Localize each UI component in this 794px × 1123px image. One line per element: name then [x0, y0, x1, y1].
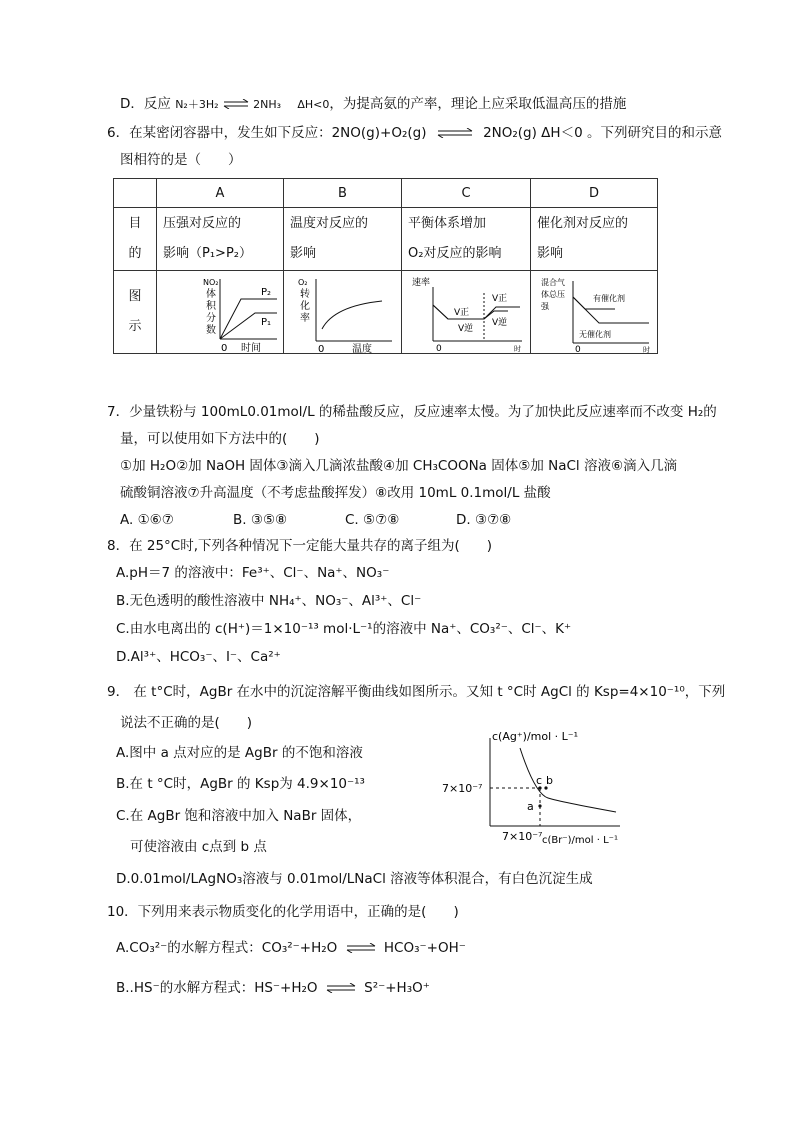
- q7-option-d: D. ③⑦⑧: [456, 512, 512, 528]
- q10-option-b: [116, 979, 430, 997]
- svg-text:0: 0: [575, 345, 581, 353]
- equilibrium-arrow-icon: [346, 943, 376, 953]
- svg-text:分: 分: [206, 313, 216, 324]
- equilibrium-arrow-icon: [223, 99, 249, 109]
- q7-line2: 量，可以使用如下方法中的( ): [120, 431, 320, 447]
- svg-text:体总压: 体总压: [541, 290, 565, 299]
- q10a-left: A.CO₃²⁻的水解方程式：CO₃²⁻+H₂O: [116, 940, 338, 956]
- curve-solubility: [520, 748, 616, 812]
- svg-text:V逆: V逆: [458, 324, 474, 334]
- svg-text:0: 0: [318, 344, 325, 353]
- q10-stem: 10．下列用来表示物质变化的化学用语中，正确的是( ): [107, 904, 459, 920]
- q8-option-b: B.无色透明的酸性溶液中 NH₄⁺、NO₃⁻、Al³⁺、Cl⁻: [116, 593, 422, 609]
- q9-line2: 说法不正确的是( ): [120, 715, 253, 731]
- svg-text:c: c: [536, 774, 543, 787]
- curve-conversion: [322, 301, 382, 329]
- q8-option-c: C.由水电离出的 c(H⁺)＝1×10⁻¹³ mol·L⁻¹的溶液中 Na⁺、CO₃²⁻、Cl⁻、K⁺: [116, 621, 572, 637]
- svg-text:a: a: [527, 800, 534, 813]
- q10a-right: HCO₃⁻+OH⁻: [383, 940, 466, 956]
- svg-text:0: 0: [436, 344, 442, 353]
- q9-option-a: A.图中 a 点对应的是 AgBr 的不饱和溶液: [116, 745, 363, 761]
- svg-text:V逆: V逆: [492, 318, 508, 328]
- q6-table: [113, 178, 658, 354]
- q6-stem-a: 6．在某密闭容器中，发生如下反应：2NO(g)+O₂(g): [107, 125, 427, 141]
- q9-option-d: D.0.01mol/LAgNO₃溶液与 0.01mol/LNaCl 溶液等体积混合，有白色沉淀生成: [116, 871, 593, 887]
- q6-graph-d-cell: [531, 271, 658, 354]
- q9-option-b: B.在 t °C时，AgBr 的 Ksp为 4.9×10⁻¹³: [116, 776, 365, 792]
- q9-option-c1: C.在 AgBr 饱和溶液中加入 NaBr 固体，: [116, 808, 362, 824]
- svg-text:强: 强: [541, 302, 549, 311]
- svg-text:时: 时: [643, 346, 650, 353]
- q5d-eq-left: N₂＋3H₂: [175, 98, 219, 111]
- svg-text:V正: V正: [492, 294, 508, 304]
- svg-text:时间: 时间: [241, 343, 261, 353]
- q7-line3: ①加 H₂O②加 NaOH 固体③滴入几滴浓盐酸④加 CH₃COONa 固体⑤加 NaCl 溶液⑥滴入几滴: [120, 458, 678, 474]
- q6-graph-a-cell: [157, 271, 284, 354]
- q6-graph-label: 图 示: [114, 271, 157, 354]
- q6-stem-line2: 图相符的是（ ）: [120, 152, 242, 168]
- q6-graph-a: [163, 271, 277, 353]
- q6-header-row: [114, 179, 658, 208]
- q5d-dh: ΔH<0: [297, 98, 330, 111]
- q6-header-d: D: [531, 179, 658, 208]
- svg-text:无催化剂: 无催化剂: [579, 330, 611, 339]
- q6-corner: [114, 179, 157, 208]
- q6-graph-b-cell: [284, 271, 402, 354]
- q9-option-c2: 可使溶液由 c点到 b 点: [130, 839, 267, 855]
- q7-line1: 7．少量铁粉与 100mL0.01mol/L 的稀盐酸反应，反应速率太慢。为了加快此反应速率而不改变 H₂的: [107, 404, 717, 420]
- svg-text:化: 化: [300, 301, 310, 312]
- q6-stem-line1: [107, 124, 722, 142]
- q5d-rest: ，为提高氨的产率，理论上应采取低温高压的措施: [329, 96, 627, 112]
- equilibrium-arrow-icon: [326, 983, 356, 993]
- svg-text:7×10⁻⁷: 7×10⁻⁷: [442, 782, 483, 795]
- q5-option-d: [120, 95, 626, 114]
- q6-header-c: C: [402, 179, 531, 208]
- q6-header-a: A: [157, 179, 284, 208]
- svg-text:转: 转: [300, 289, 310, 300]
- label-p1: P₁: [261, 317, 272, 328]
- q8-stem: 8．在 25°C时,下列各种情况下一定能大量共存的离子组为( ): [107, 538, 493, 554]
- svg-text:7×10⁻⁷: 7×10⁻⁷: [502, 830, 543, 843]
- svg-text:c(Ag⁺)/mol · L⁻¹: c(Ag⁺)/mol · L⁻¹: [492, 730, 578, 743]
- svg-text:O₂: O₂: [298, 278, 308, 287]
- svg-text:c(Br⁻)/mol · L⁻¹: c(Br⁻)/mol · L⁻¹: [542, 835, 618, 844]
- q10b-left: B..HS⁻的水解方程式：HS⁻+H₂O: [116, 980, 318, 996]
- q8-option-a: A.pH＝7 的溶液中：Fe³⁺、Cl⁻、Na⁺、NO₃⁻: [116, 565, 390, 581]
- q6-purpose-d: 催化剂对反应的 影响: [531, 208, 658, 271]
- q6-purpose-b: 温度对反应的 影响: [284, 208, 402, 271]
- svg-text:有催化剂: 有催化剂: [593, 294, 625, 303]
- svg-text:速率: 速率: [412, 278, 431, 288]
- q10b-right: S²⁻+H₃O⁺: [364, 980, 430, 996]
- q7-option-b: B. ③⑤⑧: [233, 512, 288, 528]
- q6-graph-c-cell: [402, 271, 531, 354]
- q6-purpose-c: 平衡体系增加 O₂对反应的影响: [402, 208, 531, 271]
- svg-text:率: 率: [300, 313, 310, 324]
- svg-text:积: 积: [206, 301, 216, 312]
- svg-text:时: 时: [514, 345, 521, 353]
- q6-graph-b: [290, 271, 395, 353]
- q5d-prefix: D．反应: [120, 96, 176, 112]
- q7-line4: 硫酸铜溶液⑦升高温度（不考虑盐酸挥发）⑧改用 10mL 0.1mol/L 盐酸: [120, 485, 551, 501]
- q10-option-a: [116, 939, 466, 957]
- q8-option-d: D.Al³⁺、HCO₃⁻、I⁻、Ca²⁺: [116, 649, 281, 665]
- q6-graph-d: [537, 271, 651, 353]
- q6-graph-c: [408, 271, 524, 353]
- q9-line1: 9． 在 t°C时，AgBr 在水中的沉淀溶解平衡曲线如图所示。又知 t °C时 AgCl 的 Ksp=4×10⁻¹⁰，下列: [107, 684, 726, 700]
- svg-text:0: 0: [221, 343, 228, 353]
- label-p2: P₂: [261, 287, 272, 298]
- point-a: [538, 804, 541, 807]
- q6-purpose-label: 目 的: [114, 208, 157, 271]
- q6-stem-b: 2NO₂(g) ΔH＜0 。下列研究目的和示意: [483, 125, 722, 141]
- svg-text:体: 体: [206, 289, 216, 300]
- svg-text:b: b: [546, 774, 553, 787]
- q6-graph-row: [114, 271, 658, 354]
- q6-header-b: B: [284, 179, 402, 208]
- equilibrium-arrow-icon: [437, 128, 473, 138]
- q6-purpose-a: 压强对反应的 影响（P₁>P₂）: [157, 208, 284, 271]
- q5d-eq-right: 2NH₃: [253, 98, 282, 111]
- svg-text:数: 数: [206, 325, 216, 336]
- q9-graph: [440, 726, 640, 844]
- svg-text:混合气: 混合气: [541, 278, 565, 287]
- q7-option-c: C. ⑤⑦⑧: [345, 512, 400, 528]
- q6-purpose-row: [114, 208, 658, 271]
- q7-option-a: A. ①⑥⑦: [120, 512, 174, 528]
- svg-text:温度: 温度: [352, 344, 372, 353]
- svg-text:NO₂: NO₂: [203, 278, 219, 287]
- svg-text:V正: V正: [454, 308, 470, 318]
